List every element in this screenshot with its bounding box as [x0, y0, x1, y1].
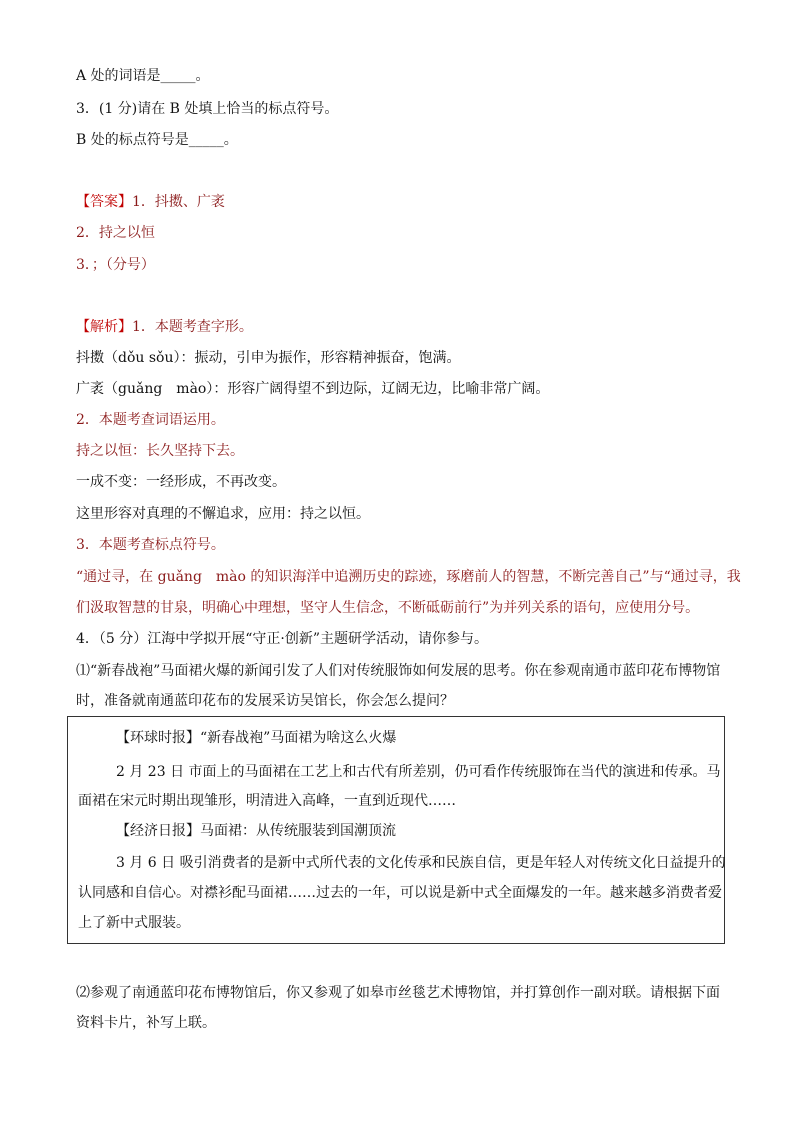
q4-part1-line-1: ⑴“新春战袍”马面裙火爆的新闻引发了人们对传统服饰如何发展的思考。你在参观南通市蓝印花布博物馆 [76, 663, 721, 679]
q3-answer-line: B 处的标点符号是_____。 [76, 132, 238, 148]
analysis-line-6: 一成不变：一经形成，不再改变。 [76, 474, 286, 490]
news-body-2-line-1: 3 月 6 日 吸引消费者的是新中式所代表的文化传承和民族自信，更是年轻人对传统文化日益提升的 [116, 855, 726, 871]
news-material-box [67, 716, 725, 944]
analysis-1: 1．本题考查字形。 [132, 319, 253, 335]
news-body-2-line-2: 认同感和自信心。对襟衫配马面裙……过去的一年，可以说是新中式全面爆发的一年。越来越多消费者爱 [78, 885, 722, 901]
q2-answer-line: A 处的词语是_____。 [76, 68, 210, 84]
news-body-2-line-3: 上了新中式服装。 [78, 915, 190, 931]
analysis-line-2: 抖擞（dǒu sǒu）：振动，引申为振作，形容精神振奋，饱满。 [76, 350, 461, 366]
analysis-line-4: 2．本题考查词语运用。 [76, 412, 225, 428]
analysis-line-5: 持之以恒：长久坚持下去。 [76, 443, 244, 459]
analysis-line-8: 3．本题考查标点符号。 [76, 537, 225, 553]
q3-prompt: 3．(1 分)请在 B 处填上恰当的标点符号。 [76, 101, 339, 117]
analysis-tag: 【解析】 [76, 319, 132, 335]
answer-tag: 【答案】 [76, 194, 132, 210]
analysis-line-9: “通过寻，在 guǎng mào 的知识海洋中追溯历史的踪迹，琢磨前人的智慧，不断完善自己”与“通过寻，我 [76, 569, 741, 585]
analysis-line-10: 们汲取智慧的甘泉，明确心中理想，坚守人生信念，不断砥砺前行”为并列关系的语句，应使用分号。 [76, 600, 700, 616]
answer-line-3: 3．；（分号） [76, 257, 155, 273]
q4-part2-line-2: 资料卡片，补写上联。 [76, 1015, 216, 1031]
answer-line-2: 2．持之以恒 [76, 225, 155, 241]
q4-part2-line-1: ⑵参观了南通蓝印花布博物馆后，你又参观了如皋市丝毯艺术博物馆，并打算创作一副对联。请根据下面 [76, 985, 720, 1001]
answer-line-1 [76, 192, 225, 212]
news-heading-1: 【环球时报】“新春战袍”马面裙为啥这么火爆 [116, 730, 397, 746]
news-heading-2: 【经济日报】马面裙：从传统服装到国潮顶流 [116, 823, 396, 839]
analysis-line-1 [76, 317, 253, 337]
answer-1: 1．抖擞、广袤 [132, 194, 225, 210]
analysis-line-7: 这里形容对真理的不懈追求，应用：持之以恒。 [76, 506, 370, 522]
news-body-1-line-2: 面裙在宋元时期出现雏形，明清进入高峰，一直到近现代…… [78, 793, 456, 809]
news-body-1-line-1: 2 月 23 日 市面上的马面裙在工艺上和古代有所差别，仍可看作传统服饰在当代的演进和传承。马 [116, 764, 721, 780]
q4-title: 4．（5 分）江海中学拟开展“守正·创新”主题研学活动，请你参与。 [76, 631, 489, 647]
analysis-line-3: 广袤（guǎng mào）：形容广阔得望不到边际，辽阔无边，比喻非常广阔。 [76, 381, 550, 397]
q4-part1-line-2: 时，准备就南通蓝印花布的发展采访吴馆长，你会怎么提问？ [76, 693, 454, 709]
